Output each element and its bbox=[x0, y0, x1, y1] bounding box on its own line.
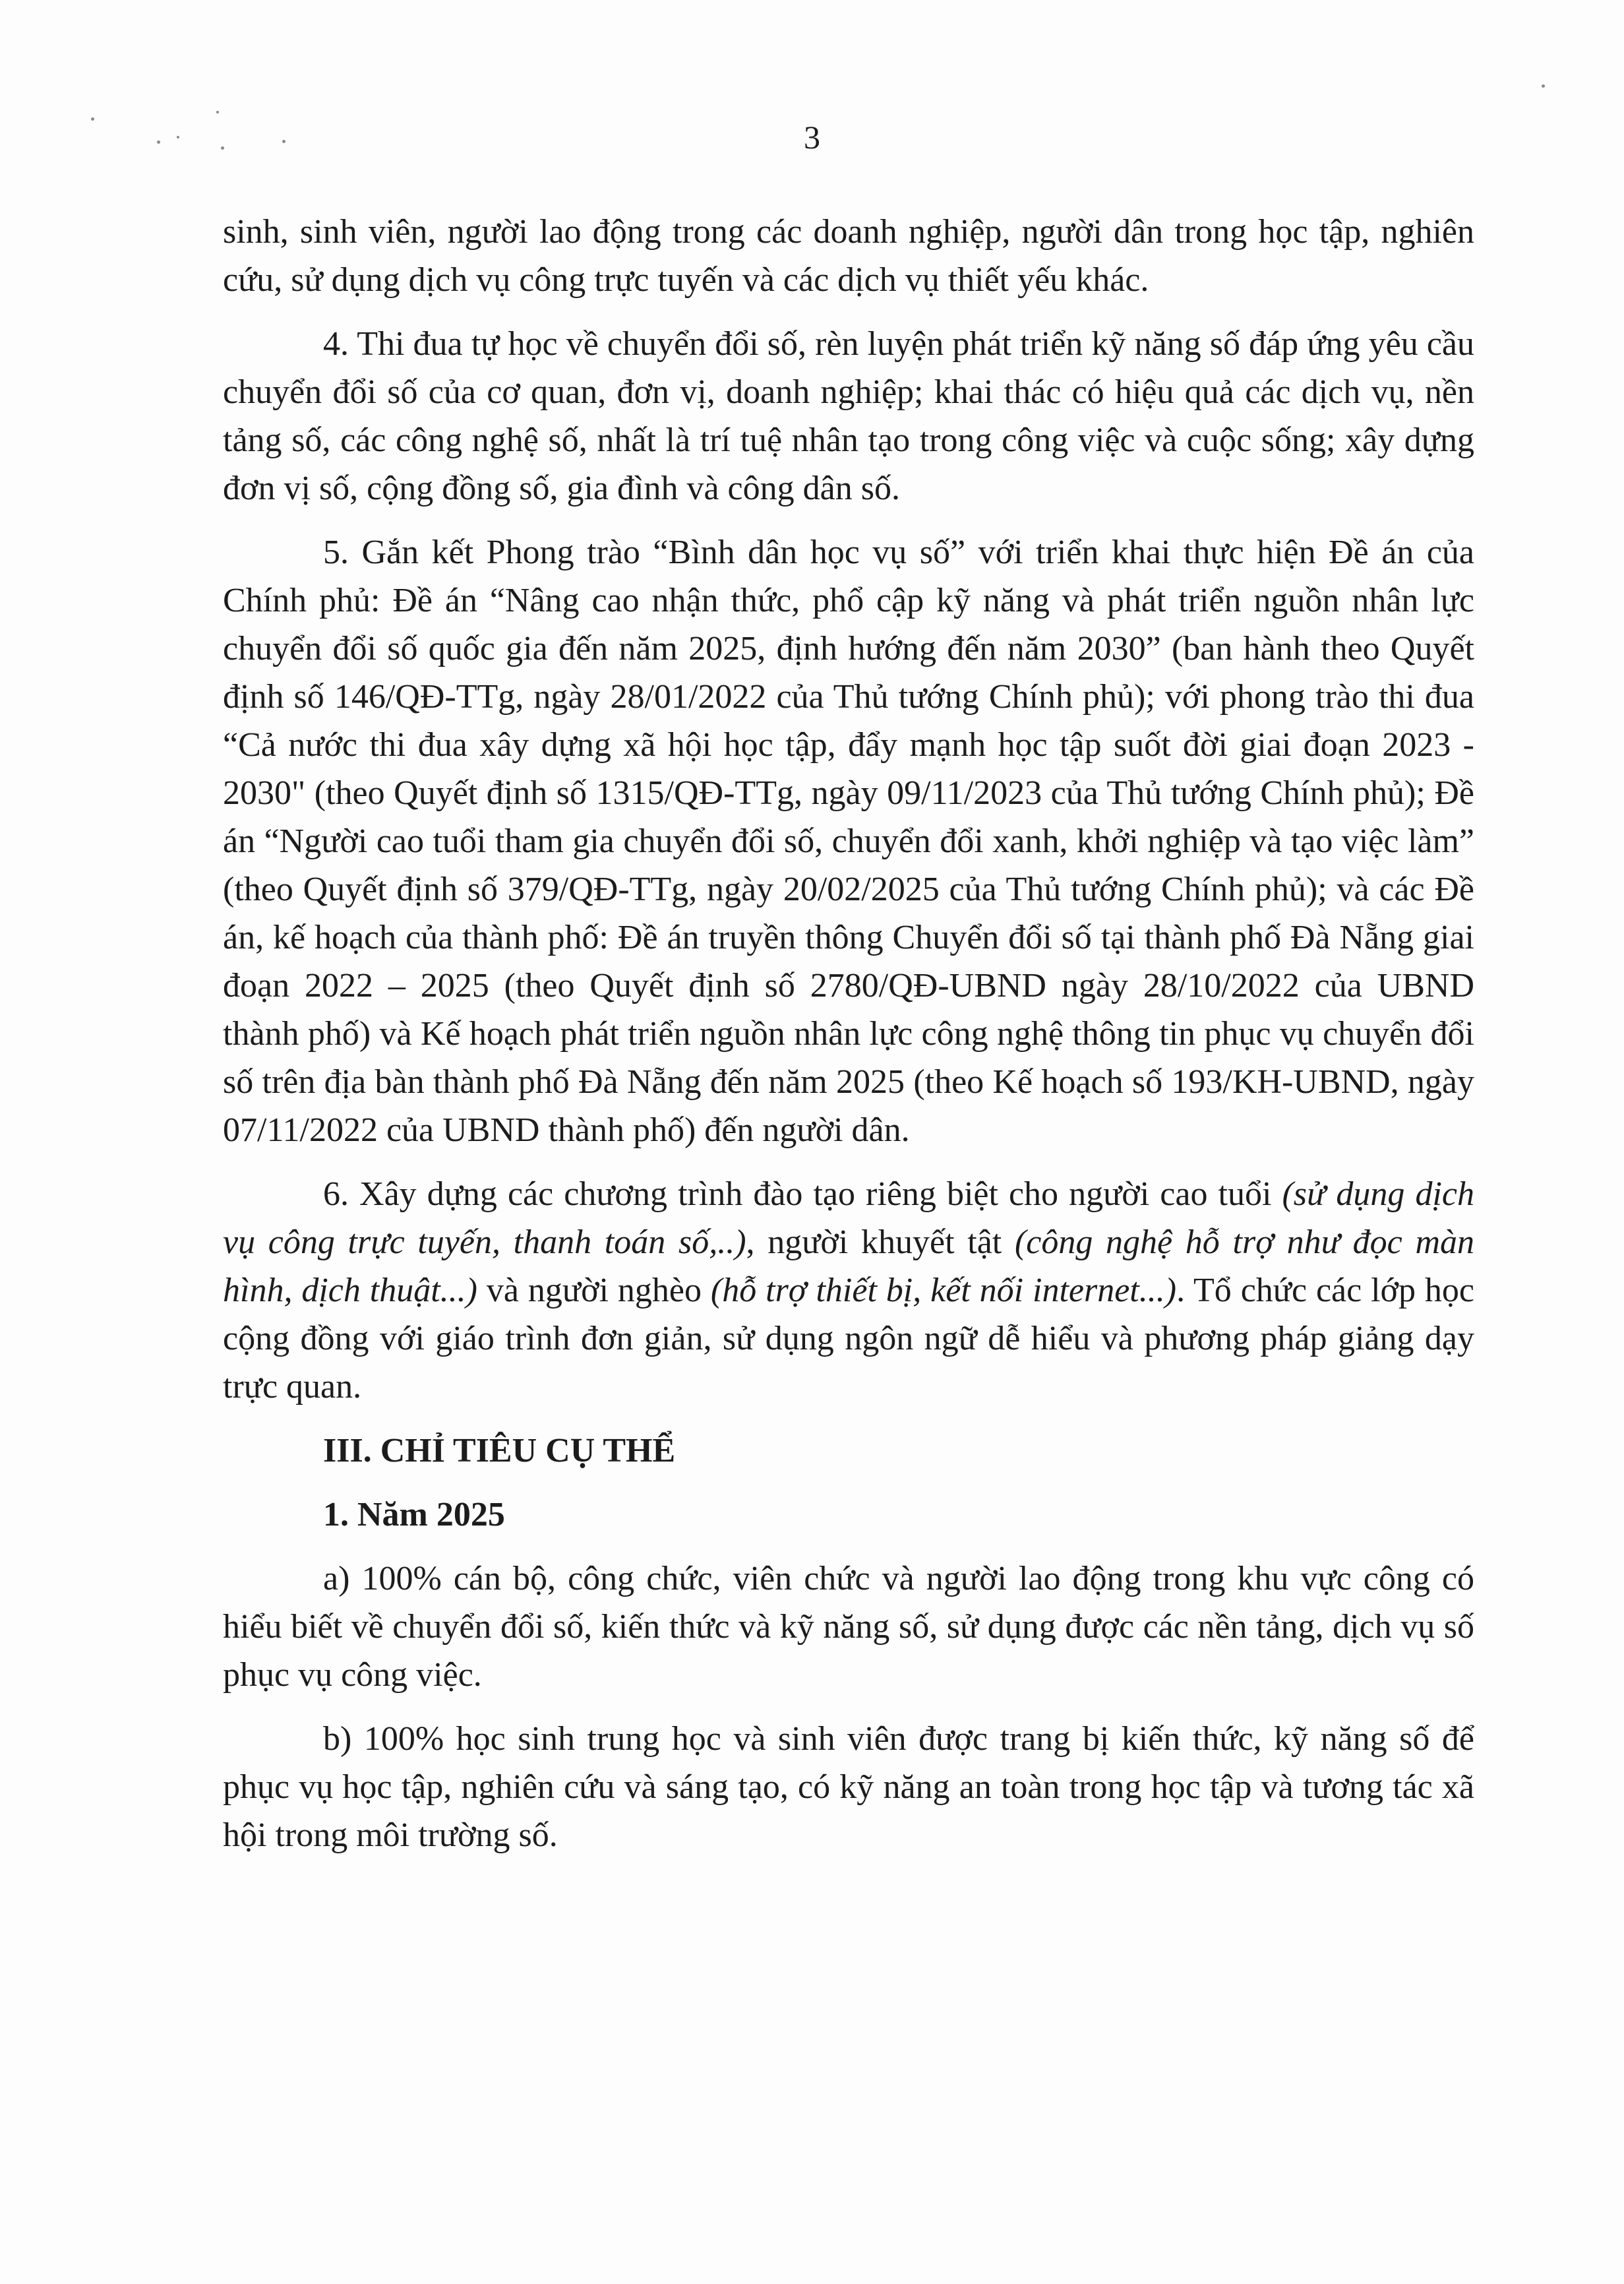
text-run: và người nghèo bbox=[477, 1272, 711, 1309]
italic-run: (công nghệ hỗ trợ như đọc màn hình, dịch thuật...) bbox=[223, 1223, 1475, 1309]
section-heading: III. CHỈ TIÊU CỤ THỂ bbox=[323, 1432, 676, 1469]
paragraph-continuation: sinh, sinh viên, người lao động trong các doanh nghiệp, người dân trong học tập, nghiên cứu, sử dụng dịch vụ công trực tuyến và các dịch vụ thiết yếu khác. bbox=[223, 213, 1474, 299]
italic-run: (hỗ trợ thiết bị, kết nối internet...) bbox=[710, 1272, 1177, 1309]
paragraph-item-b: b) 100% học sinh trung học và sinh viên được trang bị kiến thức, kỹ năng số để phục vụ học tập, nghiên cứu và sáng tạo, có kỹ năng an toàn trong học tập và tương tác xã hội trong môi trường số. bbox=[223, 1720, 1474, 1854]
text-run: . Tổ chức các lớp học cộng đồng với giáo trình đơn giản, sử dụng ngôn ngữ dễ hiểu và phương pháp giảng dạy trực quan. bbox=[223, 1272, 1475, 1405]
italic-run: (sử dụng dịch vụ công trực tuyến, thanh toán số,..) bbox=[223, 1175, 1474, 1261]
paragraph-item-6 bbox=[223, 1170, 1474, 1411]
paragraph-item-4: 4. Thi đua tự học về chuyển đổi số, rèn luyện phát triển kỹ năng số đáp ứng yêu cầu chuyển đổi số của cơ quan, đơn vị, doanh nghiệp; khai thác có hiệu quả các dịch vụ, nền tảng số, các công nghệ số, nhất là trí tuệ nhân tạo trong công việc và cuộc sống; xây dựng đơn vị số, cộng đồng số, gia đình và công dân số. bbox=[223, 325, 1474, 507]
scan-speck bbox=[1542, 84, 1545, 88]
text-run: 6. Xây dựng các chương trình đào tạo riêng biệt cho người cao tuổi bbox=[323, 1175, 1282, 1213]
text-run: , người khuyết tật bbox=[746, 1223, 1015, 1261]
paragraph-item-a: a) 100% cán bộ, công chức, viên chức và người lao động trong khu vực công có hiểu biết về chuyển đổi số, kiến thức và kỹ năng số, sử dụng được các nền tảng, dịch vụ số phục vụ công việc. bbox=[223, 1560, 1474, 1694]
document-body bbox=[223, 208, 1474, 1875]
subsection-heading: 1. Năm 2025 bbox=[323, 1496, 505, 1533]
page-number: 3 bbox=[804, 119, 820, 156]
scan-speck bbox=[216, 111, 219, 113]
paragraph-item-5: 5. Gắn kết Phong trào “Bình dân học vụ số” với triển khai thực hiện Đề án của Chính phủ: Đề án “Nâng cao nhận thức, phổ cập kỹ năng và phát triển nguồn nhân lực chuyển đổi số quốc gia đến năm 2025, định hướng đến năm 2030” (ban hành theo Quyết định số 146/QĐ-TTg, ngày 28/01/2022 của Thủ tướng Chính phủ); với phong trào thi đua “Cả nước thi đua xây dựng xã hội học tập, đẩy mạnh học tập suốt đời giai đoạn 2023 - 2030" (theo Quyết định số 1315/QĐ-TTg, ngày 09/11/2023 của Thủ tướng Chính phủ); Đề án “Người cao tuổi tham gia chuyển đổi số, chuyển đổi xanh, khởi nghiệp và tạo việc làm” (theo Quyết định số 379/QĐ-TTg, ngày 20/02/2025 của Thủ tướng Chính phủ); và các Đề án, kế hoạch của thành phố: Đề án truyền thông Chuyển đổi số tại thành phố Đà Nẵng giai đoạn 2022 – 2025 (theo Quyết định số 2780/QĐ-UBND ngày 28/10/2022 của UBND thành phố) và Kế hoạch phát triển nguồn nhân lực công nghệ thông tin phục vụ chuyển đổi số trên địa bàn thành phố Đà Nẵng đến năm 2025 (theo Kế hoạch số 193/KH-UBND, ngày 07/11/2022 của UBND thành phố) đến người dân. bbox=[223, 534, 1474, 1149]
